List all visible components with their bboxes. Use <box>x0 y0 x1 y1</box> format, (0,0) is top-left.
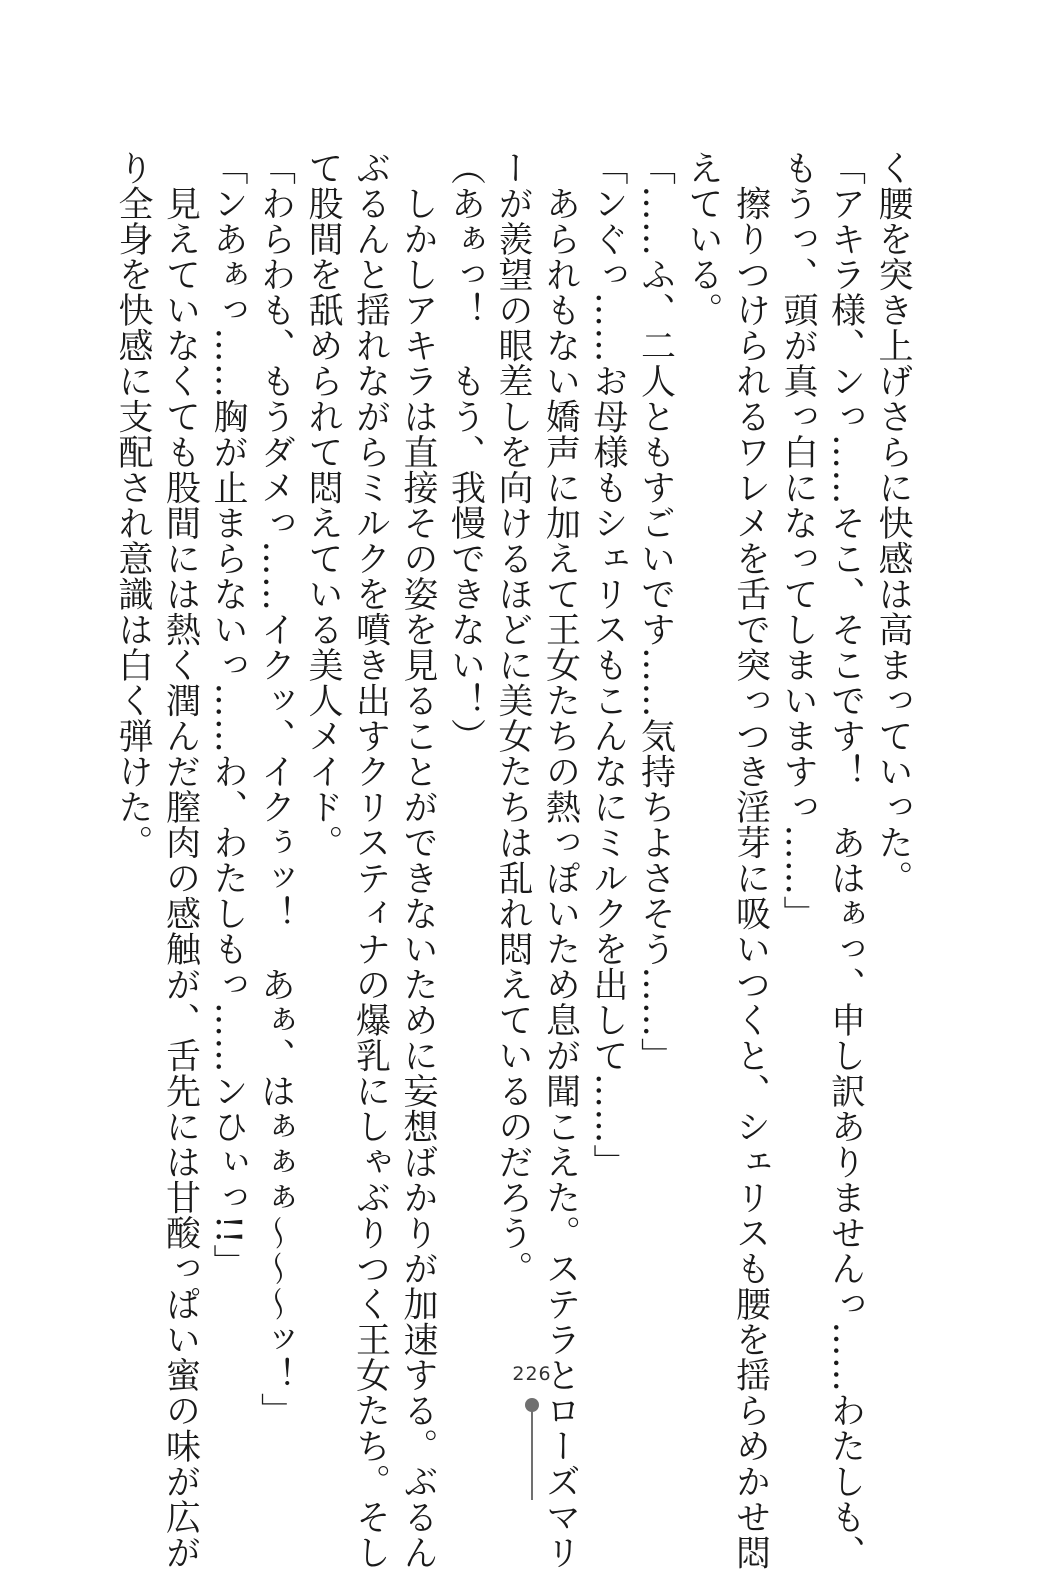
text-line: 見えていなくても股間には熱く潤んだ膣肉の感触が、舌先には甘酸っぱい蜜の味が広が <box>160 150 201 1570</box>
text-line: 「アキラ様、ンっ……そこ、そこです！ あはぁっ、申し訳ありませんっ……わたしも、 <box>825 150 866 1570</box>
text-line: 「ンぐっ……お母様もシェリスもこんなにミルクを出して……」 <box>588 150 628 1180</box>
text-line: 「わらわも、もうダメっ……イクッ、イクぅッ！ あぁ、はぁぁぁ～～～ッ！」 <box>255 150 296 1428</box>
text-line: て股間を舐められて悶えている美人メイド。 <box>303 150 343 860</box>
text-line: 「ンあぁっ……胸が止まらないっ……わ、わたしもっ……ンひぃっ!!」 <box>208 150 248 1280</box>
text-line: あられもない嬌声に加えて王女たちの熱っぽいため息が聞こえた。ステラとローズマリ <box>540 150 581 1570</box>
text-line: （あぁっ！ もう、我慢できない！） <box>445 150 486 754</box>
page-number: 226 <box>512 1363 552 1385</box>
text-line: 擦りつけられるワレメを舌で突っつき淫芽に吸いつくと、シェリスも腰を揺らめかせ悶 <box>730 150 771 1570</box>
text-line: ぶるんと揺れながらミルクを噴き出すクリスティナの爆乳にしゃぶりつく王女たち。そし <box>350 150 391 1570</box>
text-line: 「……ふ、二人ともすごいです……気持ちよさそう……」 <box>635 150 676 1073</box>
text-line: もうっ、頭が真っ白になってしまいますっ……」 <box>778 150 818 931</box>
text-line: り全身を快感に支配され意識は白く弾けた。 <box>113 150 153 860</box>
text-line: く腰を突き上げさらに快感は高まっていった。 <box>873 150 913 896</box>
text-line: ーが羨望の眼差しを向けるほどに美女たちは乱れ悶えているのだろう。 <box>493 150 533 1286</box>
text-line: しかしアキラは直接その姿を見ることができないために妄想ばかりが加速する。ぶるん <box>398 150 438 1570</box>
page-marker-decoration <box>530 1398 534 1500</box>
marker-line <box>531 1410 533 1500</box>
text-line: えている。 <box>683 150 723 328</box>
